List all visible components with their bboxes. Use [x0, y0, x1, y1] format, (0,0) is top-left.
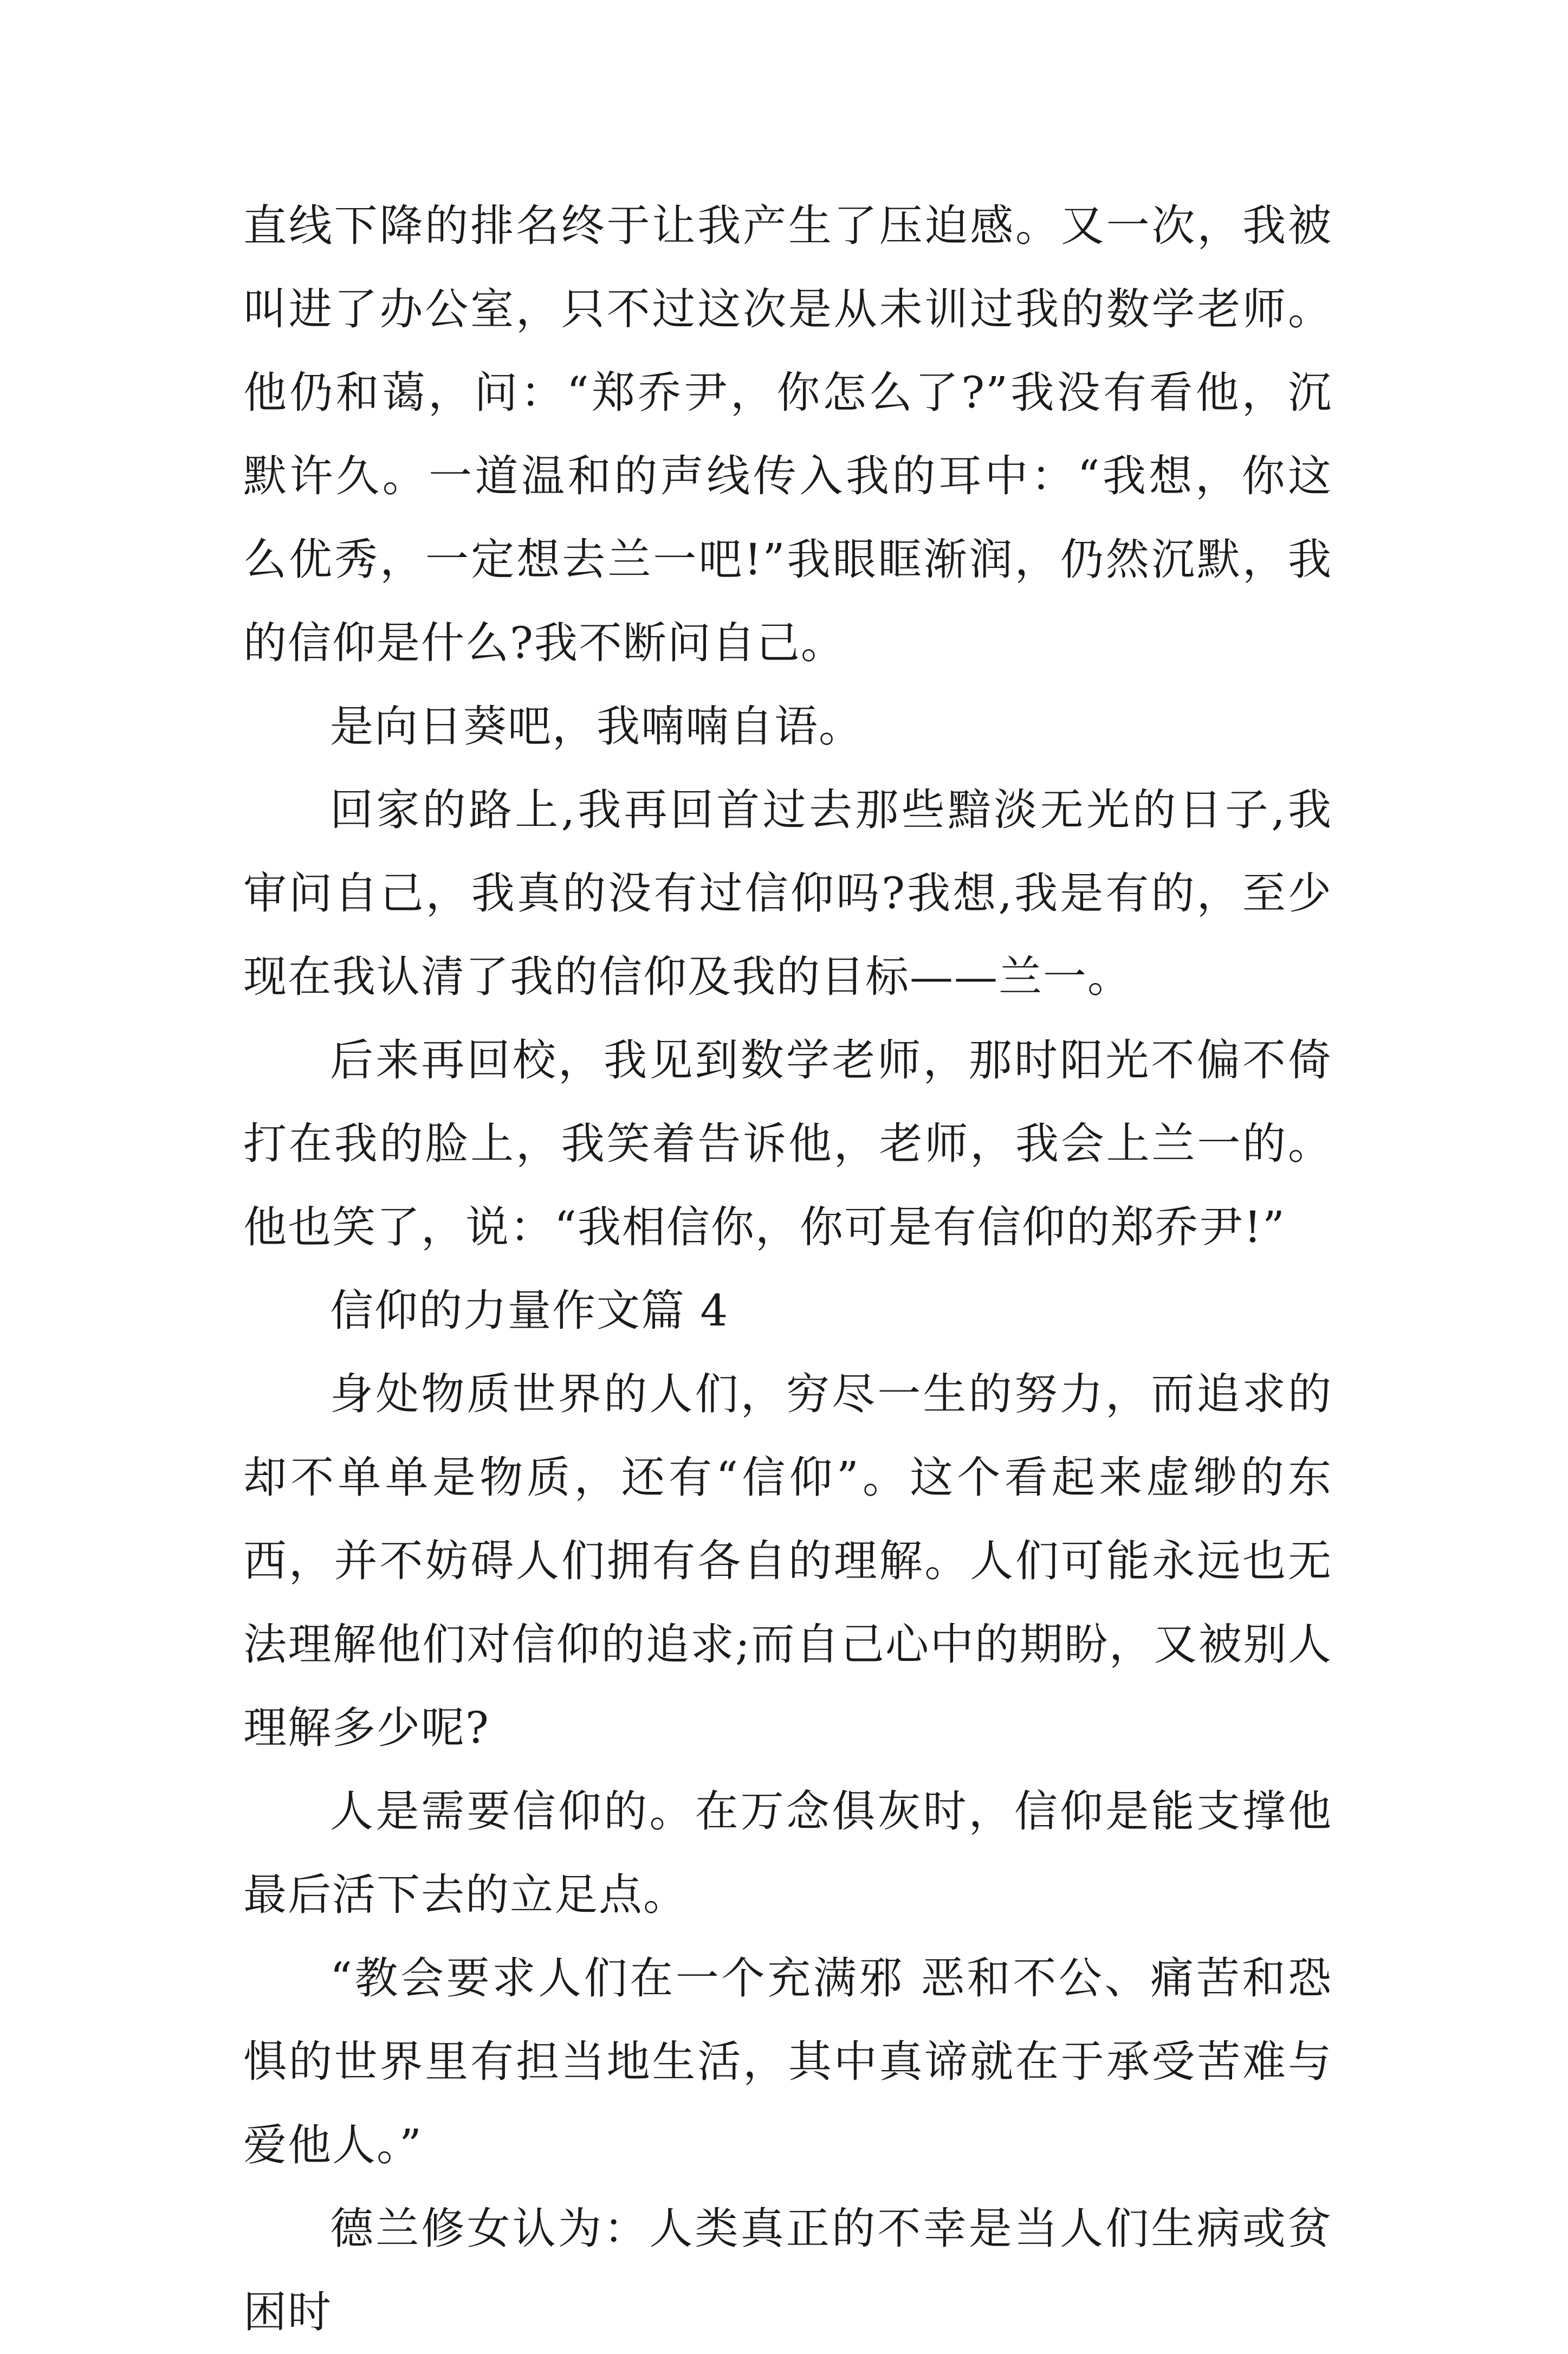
section-paragraph-2: 人是需要信仰的。在万念俱灰时，信仰是能支撑他最后活下去的立足点。: [243, 1786, 1332, 1920]
paragraph-4: 后来再回校，我见到数学老师，那时阳光不偏不倚打在我的脸上，我笑着告诉他，老师，我会上兰一的。他也笑了，说：“我相信你，你可是有信仰的郑乔尹!”: [243, 1035, 1332, 1252]
section-paragraph-3: “教会要求人们在一个充满邪 恶和不公、痛苦和恐惧的世界里有担当地生活，其中真谛就在于承受苦难与爱他人。”: [243, 1953, 1332, 2170]
paragraph-2: 是向日葵吧，我喃喃自语。: [330, 701, 863, 752]
section-heading: 信仰的力量作文篇 4: [330, 1285, 729, 1336]
document-body: [243, 184, 1332, 2354]
paragraph-3: 回家的路上,我再回首过去那些黯淡无光的日子,我审问自己，我真的没有过信仰吗?我想,我是有的，至少现在我认清了我的信仰及我的目标——兰一。: [243, 785, 1332, 1002]
section-paragraph-4: 德兰修女认为：人类真正的不幸是当人们生病或贫困时: [243, 2203, 1332, 2337]
paragraph-1: 直线下降的排名终于让我产生了压迫感。又一次，我被叫进了办公室，只不过这次是从未训过我的数学老师。他仍和蔼，问：“郑乔尹，你怎么了?”我没有看他，沉默许久。一道温和的声线传入我的耳中：“我想，你这么优秀，一定想去兰一吧!”我眼眶渐润，仍然沉默，我的信仰是什么?我不断问自己。: [243, 201, 1332, 668]
section-paragraph-1: 身处物质世界的人们，穷尽一生的努力，而追求的却不单单是物质，还有“信仰”。这个看起来虚缈的东西，并不妨碍人们拥有各自的理解。人们可能永远也无法理解他们对信仰的追求;而自己心中的期盼，又被别人理解多少呢?: [243, 1369, 1332, 1753]
